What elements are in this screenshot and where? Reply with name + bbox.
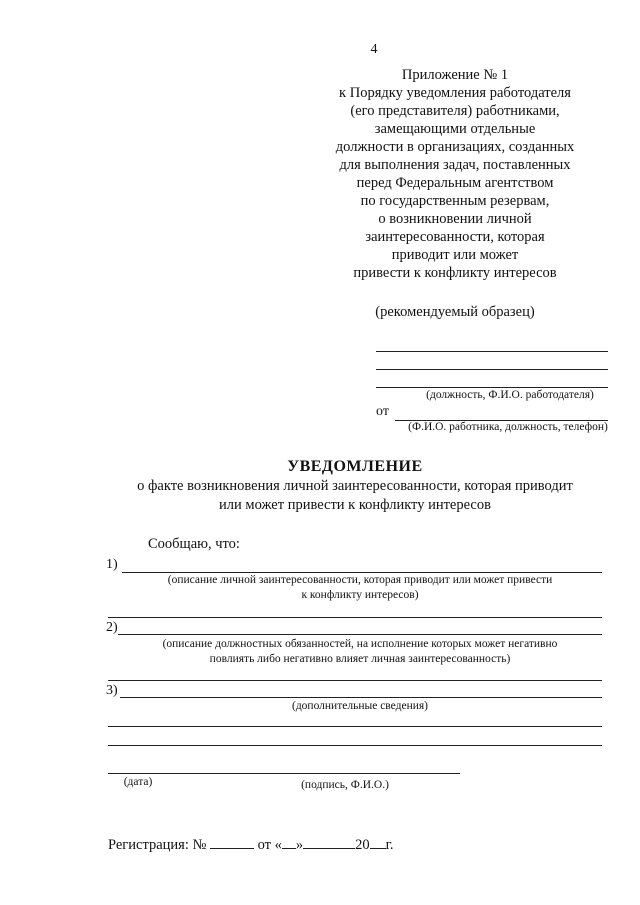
caption-line: (описание личной заинтересованности, которая приводит или может привести bbox=[167, 574, 553, 586]
appendix-line: (его представителя) работниками, bbox=[350, 103, 560, 119]
caption-line: повлиять либо негативно влияет личная заинтересованность) bbox=[209, 653, 511, 665]
employer-caption: (должность, Ф.И.О. работодателя) bbox=[426, 389, 594, 401]
appendix-line: заинтересованности, которая bbox=[365, 229, 545, 245]
item-3-caption: (дополнительные сведения) bbox=[291, 700, 428, 712]
appendix-line: привести к конфликту интересов bbox=[353, 265, 557, 281]
item-2-line bbox=[118, 634, 602, 635]
subtitle-line: о факте возникновения личной заинтересованности, которая приводит bbox=[137, 478, 573, 494]
appendix-line: по государственным резервам, bbox=[360, 193, 550, 209]
registration-day-blank bbox=[282, 836, 296, 849]
item-3-line bbox=[108, 726, 602, 727]
appendix-line: к Порядку уведомления работодателя bbox=[339, 85, 571, 101]
registration-year-suffix: г. bbox=[385, 837, 394, 853]
item-1-caption bbox=[110, 573, 610, 603]
subtitle-line: или может привести к конфликту интересов bbox=[219, 497, 491, 513]
report-text: Сообщаю, что: bbox=[148, 536, 240, 552]
item-3-line bbox=[120, 697, 602, 698]
document-subtitle bbox=[60, 477, 640, 515]
registration-month-blank bbox=[303, 836, 355, 849]
caption-line: (описание должностных обязанностей, на исполнение которых может негативно bbox=[162, 638, 558, 650]
item-2-caption bbox=[110, 637, 610, 667]
item-number: 2) bbox=[106, 620, 118, 635]
appendix-header bbox=[330, 66, 580, 282]
employer-line bbox=[376, 387, 608, 388]
recommended-sample-note: (рекомендуемый образец) bbox=[375, 304, 535, 320]
item-3-line bbox=[108, 745, 602, 746]
caption-line: к конфликту интересов) bbox=[301, 589, 419, 601]
appendix-line: должности в организациях, созданных bbox=[335, 139, 575, 155]
from-label: от bbox=[376, 404, 389, 419]
registration-from: от « bbox=[257, 837, 282, 853]
registration-line bbox=[108, 836, 394, 854]
page-number: 4 bbox=[370, 42, 378, 57]
item-number: 3) bbox=[106, 683, 118, 698]
registration-number-blank bbox=[210, 836, 254, 849]
item-number: 1) bbox=[106, 557, 118, 572]
appendix-line: перед Федеральным агентством bbox=[356, 175, 554, 191]
employee-caption: (Ф.И.О. работника, должность, телефон) bbox=[408, 421, 608, 433]
registration-year-prefix: 20 bbox=[355, 837, 370, 853]
employer-line bbox=[376, 369, 608, 370]
signature-caption: (подпись, Ф.И.О.) bbox=[301, 779, 389, 791]
registration-quote-close: » bbox=[295, 837, 304, 853]
item-2-line bbox=[108, 680, 602, 681]
item-1-line bbox=[108, 617, 602, 618]
date-signature-line bbox=[108, 773, 460, 774]
appendix-line: о возникновении личной bbox=[378, 211, 532, 227]
registration-label: Регистрация: № bbox=[108, 837, 207, 853]
appendix-line: для выполнения задач, поставленных bbox=[339, 157, 571, 173]
appendix-line: приводит или может bbox=[391, 247, 519, 263]
date-caption: (дата) bbox=[123, 776, 153, 788]
document-title: УВЕДОМЛЕНИЕ bbox=[287, 458, 423, 475]
registration-year-blank bbox=[370, 836, 386, 849]
appendix-line: Приложение № 1 bbox=[401, 67, 509, 83]
appendix-line: замещающими отдельные bbox=[374, 121, 536, 137]
employer-line bbox=[376, 351, 608, 352]
